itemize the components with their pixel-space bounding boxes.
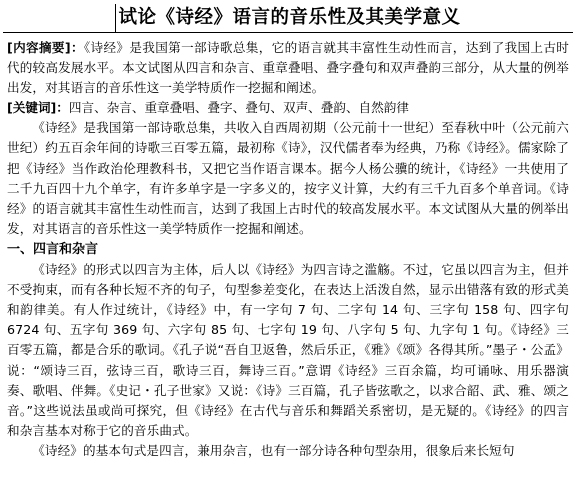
keywords [7,98,569,118]
title-underline [3,32,573,33]
document-title: 试论《诗经》语言的音乐性及其美学意义 [115,4,460,32]
abstract [7,38,569,98]
title-block [7,4,569,34]
abstract-text: 《诗经》是我国第一部诗歌总集，它的语言就其丰富性生动性而言，达到了我国上古时代的较高发展水平。本文试图从四言和杂言、重章叠唱、叠字叠句和双声叠韵三部分，从大量的例举出发，对其语言的音乐性这一美学特质作一挖掘和阐述。 [7,40,569,96]
section1-paragraph-2: 《诗经》的基本句式是四言，兼用杂言，也有一部分诗各种句型杂用，很象后来长短句 [32,442,515,458]
keywords-label: [关键词]： [7,100,69,116]
intro-paragraph: 《诗经》是我国第一部诗歌总集，共收入自西周初期（公元前十一世纪）至春秋中叶（公元前六世纪）约五百余年间的诗歌三百零五篇，最初称《诗》，汉代儒者奉为经典，乃称《诗经》。儒家除了把《诗经》当作政治伦理教科书，又把它当作语言课本。据今人杨公骥的统计，《诗经》一共使用了二千九百四十九个单字，有许多单字是一字多义的，按字义计算，大约有三千九百多个单音词。《诗经》的语言就其丰富性生动性而言，达到了我国上古时代的较高发展水平。本文试图从大量的例举出发，对其语言的音乐性这一美学特质作一挖掘和阐述。 [7,120,569,236]
section1-paragraph-1: 《诗经》的形式以四言为主体，后人以《诗经》为四言诗之滥觞。不过，它虽以四言为主，但并不受拘束，而有各种长短不齐的句子，句型参差变化，在表达上活泼自然，显示出错落有致的形式美和韵律美。有人作过统计，《诗经》中，有一字句 7 句、二字句 14 句、三字句 158 句、四字句 6724 句、五字句 369 句、六字句 85 句、七字句 19 句、八字句 5 句、九字句 1 句。《诗经》三百零五篇，都是合乐的歌词。《孔子说“吾自卫返鲁，然后乐正，《雅》《颂》各得其所。”墨子・公孟》说：“颂诗三百，弦诗三百，歌诗三百，舞诗三百。”意谓《诗经》三百余篇，均可诵咏、用乐器演奏、歌唱、伴舞。《史记・孔子世家》又说：《诗》三百篇，孔子皆弦歌之，以求合韶、武、雅、颂之音。”这些说法虽或尚可探究，但《诗经》在古代与音乐和舞蹈关系密切，是无疑的。《诗经》的四言和杂言基本对称于它的音乐曲式。 [7,262,569,438]
keywords-text: 四言、杂言、重章叠唱、叠字、叠句、双声、叠韵、自然韵律 [68,100,409,116]
abstract-label: [内容摘要]： [7,40,84,55]
section-heading-1: 一、四言和杂言 [7,241,99,257]
